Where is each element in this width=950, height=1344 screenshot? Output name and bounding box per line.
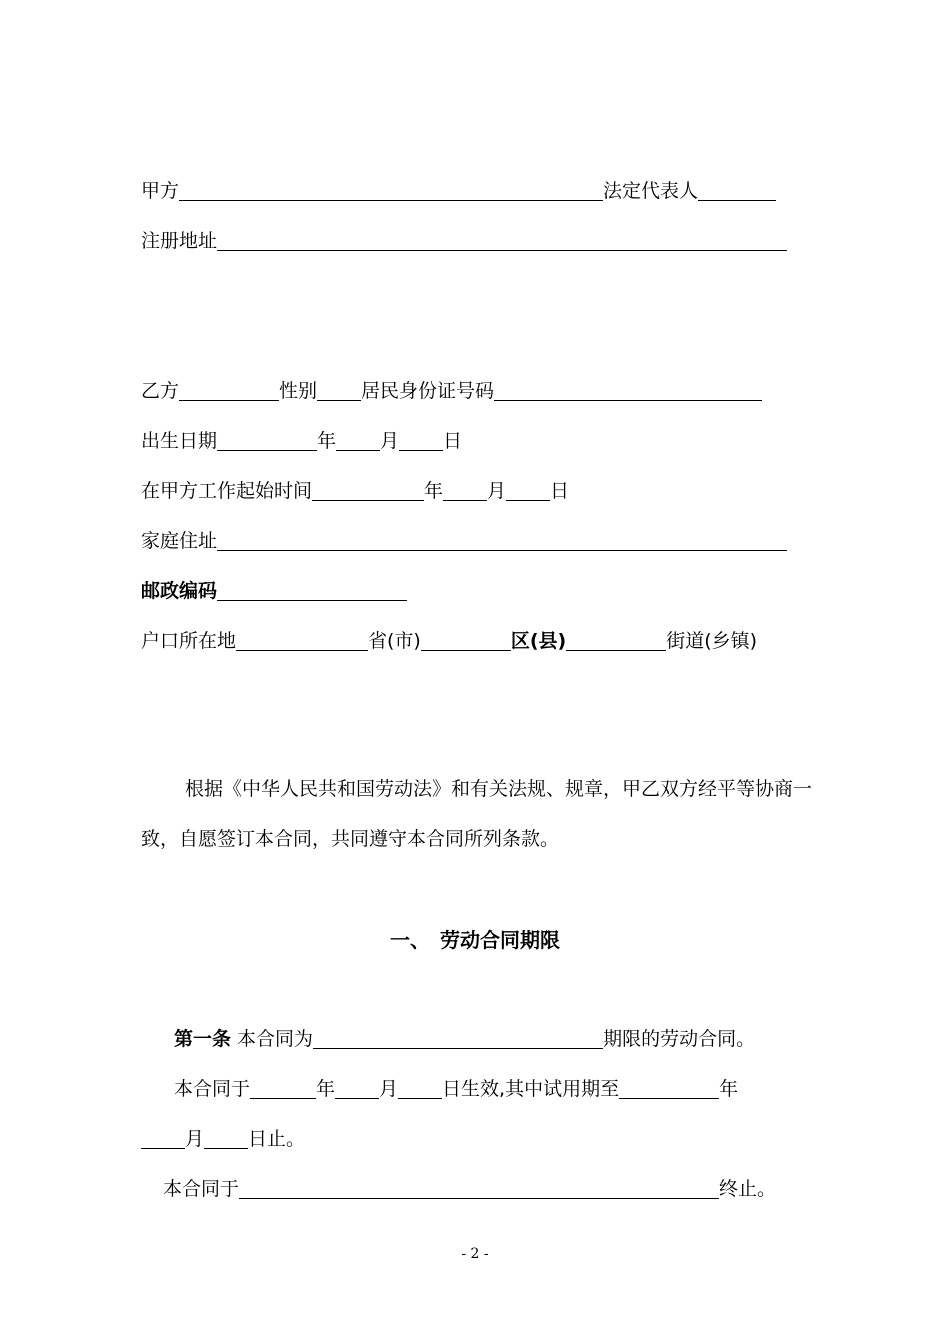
reg-address-blank[interactable] [217,228,787,251]
birth-label: 出生日期 [141,430,218,452]
terminate-row [163,1174,776,1204]
id-number-blank[interactable] [494,378,762,401]
start-year-blank[interactable] [312,478,424,501]
intro-paragraph: 根据《中华人民共和国劳动法》和有关法规、规章，甲乙双方经平等协商一致，自愿签订本合同，共同遵守本合同所列条款。 [141,778,813,850]
month-label: 月 [487,480,507,502]
start-month-blank[interactable] [443,478,487,501]
month-label: 月 [185,1128,205,1150]
postcode-row [141,576,407,606]
hukou-label: 户口所在地 [141,630,237,652]
trial-end-text: 日止。 [248,1128,306,1150]
street-label: 街道(乡镇) [666,630,758,652]
start-label: 在甲方工作起始时间 [141,480,313,502]
party-b-blank[interactable] [179,378,279,401]
start-day-blank[interactable] [506,478,550,501]
month-label: 月 [380,430,400,452]
article1-row [174,1024,755,1054]
article1-text: 本合同为 [231,1028,314,1050]
trial-end-row [141,1124,305,1154]
birth-year-blank[interactable] [217,428,317,451]
trial-day-blank[interactable] [204,1126,248,1149]
birth-day-blank[interactable] [399,428,443,451]
district-label: 区(县) [510,630,567,652]
party-b-row [141,376,762,406]
trial-month-blank[interactable] [141,1126,185,1149]
year-label: 年 [719,1078,739,1100]
province-label: 省(市) [368,630,421,652]
effective-mid: 日生效,其中试用期至 [442,1078,620,1100]
month-label: 月 [379,1078,399,1100]
party-a-row [141,176,776,206]
id-label-b: 份证号码 [418,380,495,402]
year-label: 年 [317,430,337,452]
section-title: 一、 劳动合同期限 [390,928,560,952]
effective-row [174,1074,738,1104]
effective-day-blank[interactable] [398,1076,442,1099]
party-a-label: 甲方 [141,180,180,202]
article1-label: 第一条 [174,1028,232,1050]
start-row [141,476,569,506]
home-row [141,526,787,556]
party-b-label: 乙方 [141,380,180,402]
postcode-blank[interactable] [217,578,407,601]
effective-month-blank[interactable] [335,1076,379,1099]
effective-year-blank[interactable] [250,1076,316,1099]
street-blank[interactable] [566,628,666,651]
reg-address-label: 注册地址 [141,230,218,252]
trial-year-blank[interactable] [619,1076,719,1099]
home-label: 家庭住址 [141,530,218,552]
postcode-label: 邮政编码 [141,580,218,602]
year-label: 年 [424,480,444,502]
province-blank[interactable] [236,628,368,651]
page-number: - 2 - [461,1246,489,1262]
article1-tail: 期限的劳动合同。 [603,1028,756,1050]
year-label: 年 [316,1078,336,1100]
legal-rep-label: 法定代表人 [603,180,699,202]
day-label: 日 [550,480,570,502]
home-blank[interactable] [217,528,787,551]
term-type-blank[interactable] [313,1026,603,1049]
effective-label: 本合同于 [174,1078,251,1100]
id-label-a: 居民身 [361,380,419,402]
gender-blank[interactable] [317,378,361,401]
day-label: 日 [443,430,463,452]
party-a-blank[interactable] [179,178,603,201]
birth-month-blank[interactable] [336,428,380,451]
terminate-label: 本合同于 [163,1178,240,1200]
terminate-blank[interactable] [239,1176,719,1199]
gender-label: 性别 [279,380,318,402]
district-blank[interactable] [421,628,511,651]
birth-row [141,426,462,456]
legal-rep-blank[interactable] [698,178,776,201]
reg-address-row [141,226,787,256]
hukou-row [141,626,757,656]
terminate-tail: 终止。 [719,1178,777,1200]
